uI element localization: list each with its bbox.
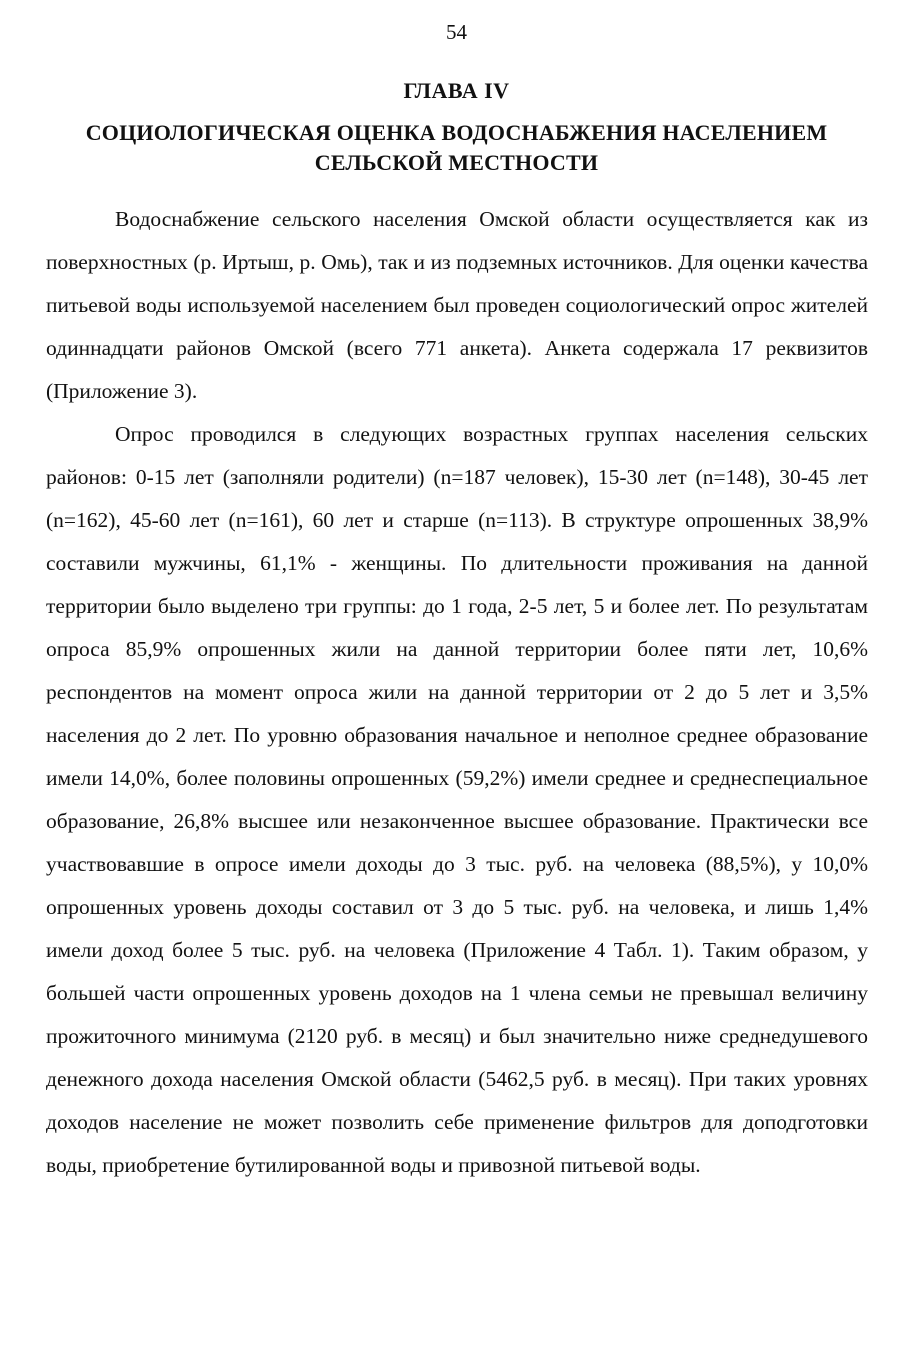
chapter-title-line-1: СОЦИОЛОГИЧЕСКАЯ ОЦЕНКА ВОДОСНАБЖЕНИЯ НАСЕЛЕНИЕМ — [85, 120, 828, 145]
chapter-title-line-2: СЕЛЬСКОЙ МЕСТНОСТИ — [314, 150, 599, 175]
body-text — [46, 198, 868, 1187]
paragraph-1: Водоснабжение сельского населения Омской области осуществляется как из поверхностных (р. Иртыш, р. Омь), так и из подземных источников. Для оценки качества питьевой воды используемой населением был проведен социологический опрос жителей одиннадцати районов Омской (всего 771 анкета). Анкета содержала 17 реквизитов (Приложение 3). — [46, 207, 868, 403]
page-number: 54 — [446, 20, 467, 44]
chapter-heading: ГЛАВА IV — [403, 78, 510, 103]
chapter-title — [40, 118, 873, 178]
paragraph-2: Опрос проводился в следующих возрастных группах населения сельских районов: 0-15 лет (заполняли родители) (n=187 человек), 15-30 лет (n=148), 30-45 лет (n=162), 45-60 лет (n=161), 60 лет и старше (n=113). В структуре опрошенных 38,9% составили мужчины, 61,1% - женщины. По длительности проживания на данной территории было выделено три группы: до 1 года, 2-5 лет, 5 и более лет. По результатам опроса 85,9% опрошенных жили на данной территории более пяти лет, 10,6% респондентов на момент опроса жили на данной территории от 2 до 5 лет и 3,5% населения до 2 лет. По уровню образования начальное и неполное среднее образование имели 14,0%, более половины опрошенных (59,2%) имели среднее и среднеспециальное образование, 26,8% высшее или незаконченное высшее образование. Практически все участвовавшие в опросе имели доходы до 3 тыс. руб. на человека (88,5%), у 10,0% опрошенных уровень доходы составил от 3 до 5 тыс. руб. на человека, и лишь 1,4% имели доход более 5 тыс. руб. на человека (Приложение 4 Табл. 1). Таким образом, у большей части опрошенных уровень доходов на 1 члена семьи не превышал величину прожиточного минимума (2120 руб. в месяц) и был значительно ниже среднедушевого денежного дохода населения Омской области (5462,5 руб. в месяц). При таких уровнях доходов население не может позволить себе применение фильтров для доподготовки воды, приобретение бутилированной воды и привозной питьевой воды. — [46, 422, 868, 1177]
